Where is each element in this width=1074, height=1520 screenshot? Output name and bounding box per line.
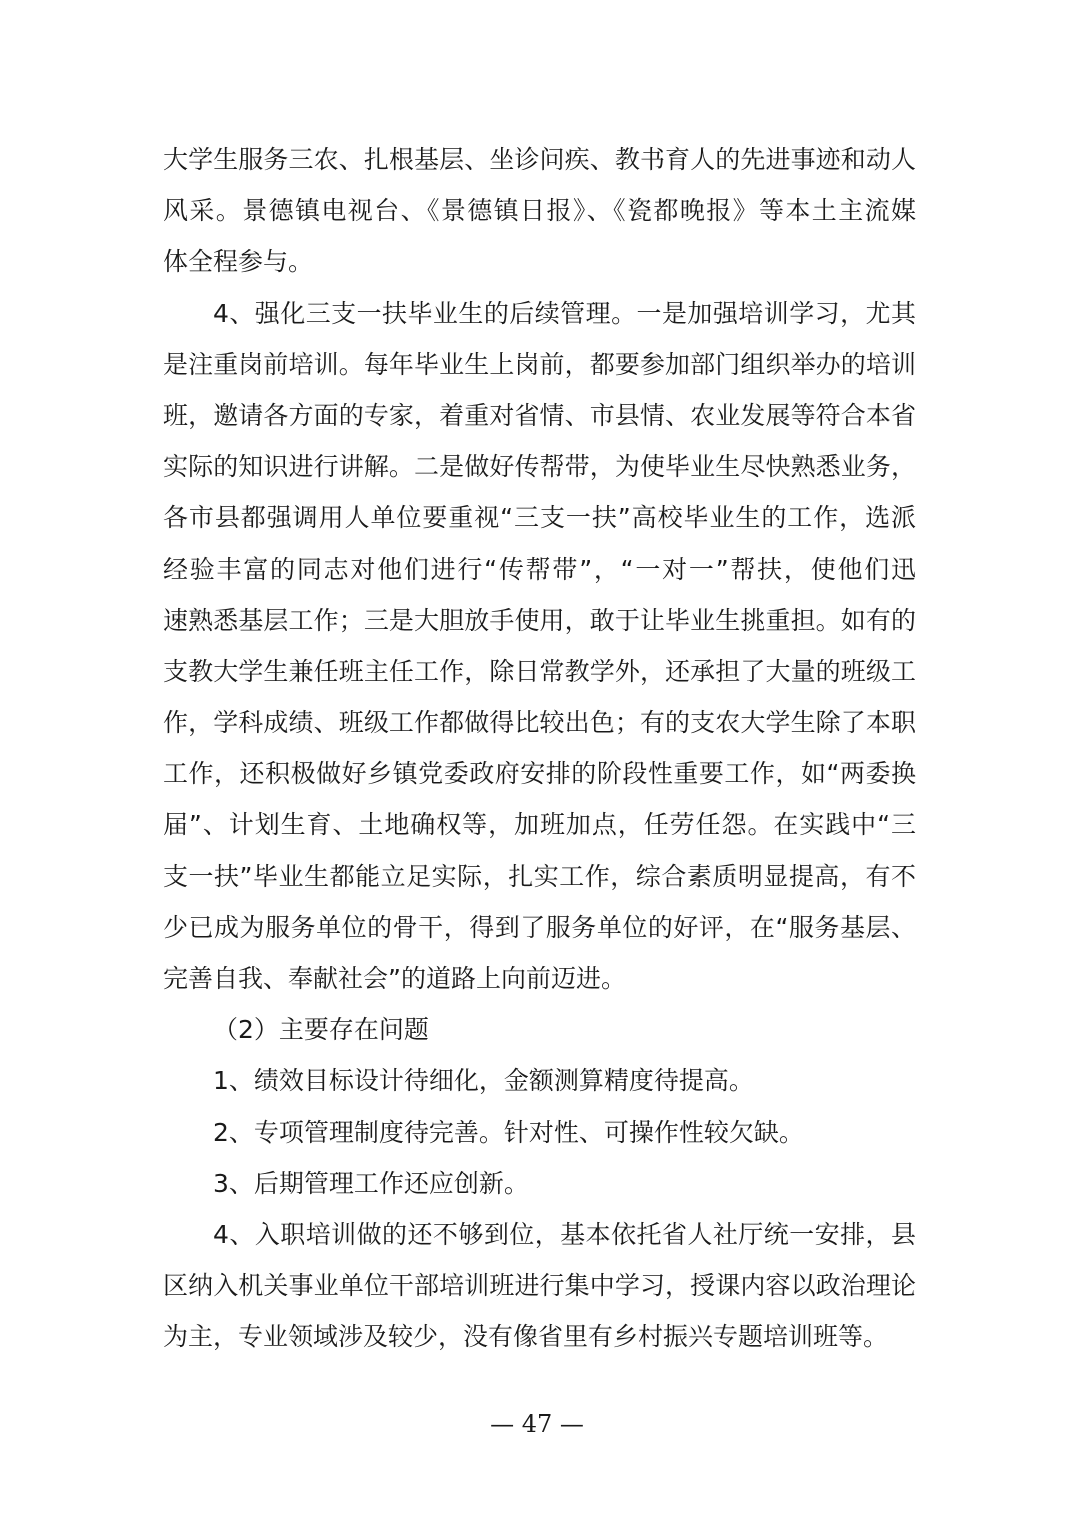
text-line: 大学生服务三农、扎根基层、坐诊问疾、教书育人的先进事迹和动人 <box>163 145 916 174</box>
document-body <box>163 134 916 1363</box>
text-line: 体全程参与。 <box>163 247 314 277</box>
text-line: 经验丰富的同志对他们进行“传帮带”，“一对一”帮扶，使他们迅 <box>163 554 916 584</box>
text-line: 4、入职培训做的还不够到位，基本依托省人社厅统一安排，县 <box>213 1219 916 1249</box>
text-line: 3、后期管理工作还应创新。 <box>213 1168 529 1198</box>
text-line: 少已成为服务单位的骨干，得到了服务单位的好评，在“服务基层、 <box>163 912 916 942</box>
text-line: 支一扶”毕业生都能立足实际，扎实工作，综合素质明显提高，有不 <box>163 861 916 891</box>
text-line: 速熟悉基层工作；三是大胆放手使用，敢于让毕业生挑重担。如有的 <box>163 605 916 635</box>
text-line: 1、绩效目标设计待细化，金额测算精度待提高。 <box>213 1066 754 1096</box>
text-line: 区纳入机关事业单位干部培训班进行集中学习，授课内容以政治理论 <box>163 1271 916 1301</box>
page-number: — 47 — <box>490 1410 584 1438</box>
text-line: 2、专项管理制度待完善。针对性、可操作性较欠缺。 <box>213 1117 804 1147</box>
text-line: 支教大学生兼任班主任工作，除日常教学外，还承担了大量的班级工 <box>163 656 916 686</box>
text-line: 各市县都强调用人单位要重视“三支一扶”高校毕业生的工作，选派 <box>163 503 916 533</box>
text-line: 是注重岗前培训。每年毕业生上岗前，都要参加部门组织举办的培训 <box>163 349 916 379</box>
text-line: 作，学科成绩、班级工作都做得比较出色；有的支农大学生除了本职 <box>163 708 916 738</box>
text-line: 实际的知识进行讲解。二是做好传帮带，为使毕业生尽快熟悉业务， <box>163 452 916 482</box>
text-line: 4、强化三支一扶毕业生的后续管理。一是加强培训学习，尤其 <box>213 298 916 328</box>
text-line: 为主，专业领域涉及较少，没有像省里有乡村振兴专题培训班等。 <box>163 1322 889 1352</box>
text-line: （2）主要存在问题 <box>213 1015 429 1045</box>
text-line: 届”、计划生育、土地确权等，加班加点，任劳任怨。在实践中“三 <box>163 810 916 840</box>
text-line: 完善自我、奉献社会”的道路上向前迈进。 <box>163 964 626 993</box>
text-line: 工作，还积极做好乡镇党委政府安排的阶段性重要工作，如“两委换 <box>163 759 916 789</box>
text-line: 班，邀请各方面的专家，着重对省情、市县情、农业发展等符合本省 <box>163 400 916 430</box>
text-line: 风采。景德镇电视台、《景德镇日报》、《瓷都晚报》等本土主流媒 <box>163 196 916 226</box>
